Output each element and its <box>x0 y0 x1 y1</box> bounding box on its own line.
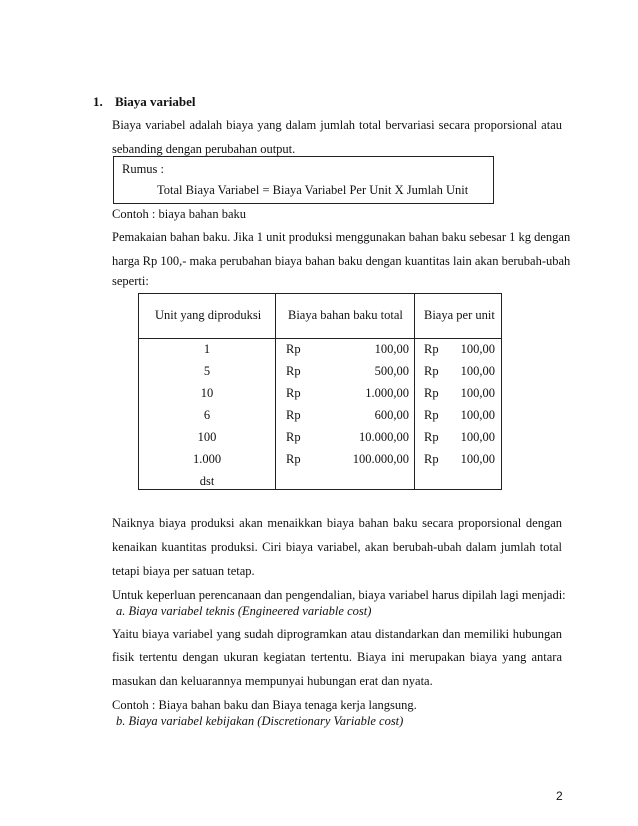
table-header-per-unit: Biaya per unit <box>424 308 495 322</box>
para4-line-2: fisik tertentu dengan ukuran kegiatan tertentu. Biaya ini merupakan biaya yang antara <box>112 650 562 664</box>
cell-unit: 10 <box>200 386 214 400</box>
cell-rp-per-unit: Rp <box>424 364 439 378</box>
cell-rp-total: Rp <box>286 452 301 466</box>
table-col-divider-1 <box>275 294 276 489</box>
rumus-box <box>113 156 494 204</box>
contoh-tenaga-kerja: Contoh : Biaya bahan baku dan Biaya tenaga kerja langsung. <box>112 698 417 712</box>
rumus-formula: Total Biaya Variabel = Biaya Variabel Per Unit X Jumlah Unit <box>157 183 469 197</box>
cell-rp-per-unit: Rp <box>424 408 439 422</box>
cost-table <box>138 293 502 490</box>
table-header-unit: Unit yang diproduksi <box>155 308 262 322</box>
cell-per-unit: 100,00 <box>460 452 495 466</box>
cell-total: 10.000,00 <box>359 430 409 444</box>
cell-rp-per-unit: Rp <box>424 452 439 466</box>
intro-line-1: Biaya variabel adalah biaya yang dalam jumlah total bervariasi secara proporsional atau <box>112 118 562 132</box>
cell-unit: 100 <box>197 430 217 444</box>
para2-line-2: kenaikan kuantitas produksi. Ciri biaya variabel, akan berubah-ubah dalam jumlah total <box>112 540 562 554</box>
item-b-heading: b. Biaya variabel kebijakan (Discretionary Variable cost) <box>116 714 404 728</box>
para2-line-3: tetapi biaya per satuan tetap. <box>112 564 255 578</box>
rumus-label: Rumus : <box>122 162 165 176</box>
cell-per-unit: 100,00 <box>460 408 495 422</box>
cell-unit: 1.000 <box>192 452 222 466</box>
cell-per-unit: 100,00 <box>460 386 495 400</box>
cell-unit: 5 <box>203 364 211 378</box>
para1-line-1: Pemakaian bahan baku. Jika 1 unit produksi menggunakan bahan baku sebesar 1 kg dengan <box>112 230 571 244</box>
cell-unit: dst <box>199 474 215 488</box>
cell-rp-total: Rp <box>286 386 301 400</box>
cell-rp-total: Rp <box>286 342 301 356</box>
cell-total: 100.000,00 <box>352 452 409 466</box>
cell-total: 100,00 <box>374 342 409 356</box>
cell-rp-total: Rp <box>286 364 301 378</box>
table-header-divider <box>139 338 501 339</box>
cell-rp-per-unit: Rp <box>424 430 439 444</box>
item-a-heading: a. Biaya variabel teknis (Engineered variable cost) <box>116 604 372 618</box>
cell-per-unit: 100,00 <box>460 364 495 378</box>
cell-rp-total: Rp <box>286 408 301 422</box>
table-col-divider-2 <box>414 294 415 489</box>
section-heading <box>93 94 196 110</box>
cell-total: 600,00 <box>374 408 409 422</box>
cell-rp-total: Rp <box>286 430 301 444</box>
cell-rp-per-unit: Rp <box>424 386 439 400</box>
cell-per-unit: 100,00 <box>460 342 495 356</box>
para1-line-3: seperti: <box>112 274 149 288</box>
table-header-total: Biaya bahan baku total <box>288 308 403 322</box>
cell-rp-per-unit: Rp <box>424 342 439 356</box>
cell-total: 1.000,00 <box>365 386 409 400</box>
contoh-bahan-baku: Contoh : biaya bahan baku <box>112 207 246 221</box>
para4-line-3: masukan dan keluarannya mempunyai hubungan erat dan nyata. <box>112 674 433 688</box>
para1-line-2: harga Rp 100,- maka perubahan biaya bahan baku dengan kuantitas lain akan berubah-ubah <box>112 254 571 268</box>
cell-unit: 1 <box>203 342 211 356</box>
page-number: 2 <box>556 789 563 803</box>
para4-line-1: Yaitu biaya variabel yang sudah diprogramkan atau distandarkan dan memiliki hubungan <box>112 627 562 641</box>
para3: Untuk keperluan perencanaan dan pengendalian, biaya variabel harus dipilah lagi menjadi: <box>112 588 566 602</box>
intro-line-2: sebanding dengan perubahan output. <box>112 142 296 156</box>
section-title: Biaya variabel <box>115 94 196 109</box>
section-number: 1. <box>93 94 103 109</box>
cell-total: 500,00 <box>374 364 409 378</box>
para2-line-1: Naiknya biaya produksi akan menaikkan biaya bahan baku secara proporsional dengan <box>112 516 562 530</box>
cell-unit: 6 <box>203 408 211 422</box>
cell-per-unit: 100,00 <box>460 430 495 444</box>
